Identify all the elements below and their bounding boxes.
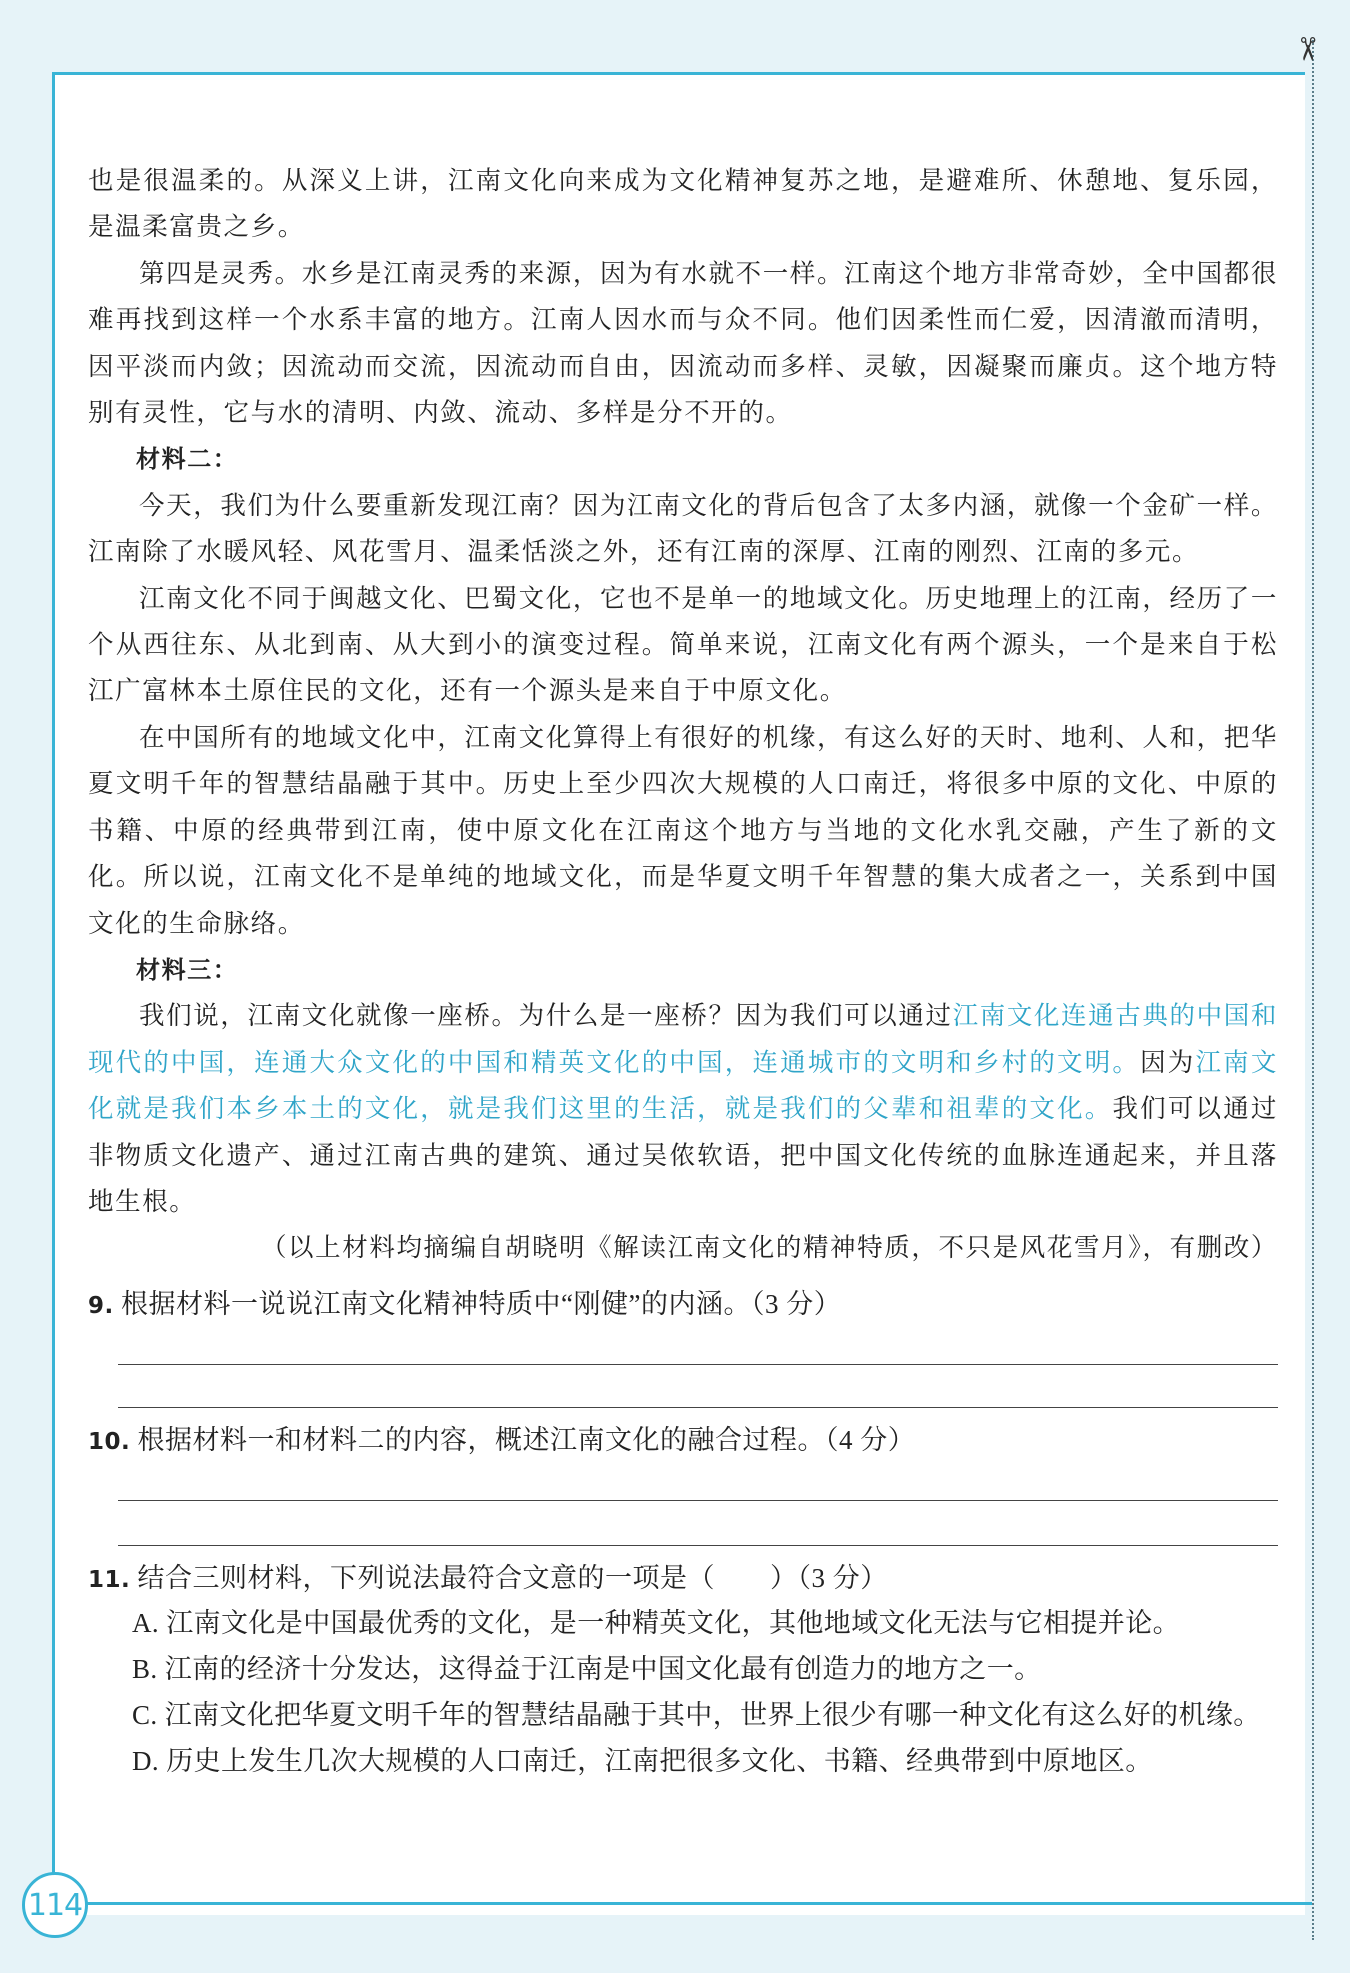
source-citation: （以上材料均摘编自胡晓明《解读江南文化的精神特质，不只是风花雪月》，有删改） xyxy=(260,1233,1278,1264)
text-span: 我们可以通过非物质文化遗产、通过江南古典的建筑、通过吴侬软语，把中国文化传统的血脉连通起来，并且落地生根。 xyxy=(88,1094,1278,1217)
document-body xyxy=(88,158,1278,1784)
question-11 xyxy=(88,1558,1278,1600)
paragraph: 也是很温柔的。从深义上讲，江南文化向来成为文化精神复苏之地，是避难所、休憩地、复乐园，是温柔富贵之乡。 xyxy=(88,166,1278,243)
question-number: 9. xyxy=(88,1292,114,1319)
answer-line[interactable] xyxy=(118,1407,1278,1408)
question-text: 根据材料一说说江南文化精神特质中“刚健”的内涵。（3 分） xyxy=(121,1288,842,1319)
section-heading: 材料三： xyxy=(136,955,239,984)
scissors-icon: ✂ xyxy=(1288,35,1327,63)
question-number: 10. xyxy=(88,1428,131,1455)
text-span: 因为 xyxy=(1140,1047,1196,1078)
paragraph: 第四是灵秀。水乡是江南灵秀的来源，因为有水就不一样。江南这个地方非常奇妙，全中国都很难再找到这样一个水系丰富的地方。江南人因水而与众不同。他们因柔性而仁爱，因清澈而清明，因平淡而内敛；因流动而交流，因流动而自由，因流动而多样、灵敏，因凝聚而廉贞。这个地方特别有灵性，它与水的清明、内敛、流动、多样是分不开的。 xyxy=(88,258,1278,429)
answer-line[interactable] xyxy=(118,1545,1278,1546)
question-9 xyxy=(88,1284,1278,1326)
question-text: 根据材料一和材料二的内容，概述江南文化的融合过程。（4 分） xyxy=(137,1424,916,1455)
text-span: 我们说，江南文化就像一座桥。为什么是一座桥？因为我们可以通过 xyxy=(139,1001,953,1032)
section-heading: 材料二： xyxy=(136,445,239,474)
page-number: 114 xyxy=(22,1872,88,1938)
option-c[interactable]: C. 江南文化把华夏文明千年的智慧结晶融于其中，世界上很少有哪一种文化有这么好的机缘。 xyxy=(132,1699,1261,1730)
question-10 xyxy=(88,1420,1278,1462)
highlighted-text: 江南文化连通古典的中国和现代的中国，连通大众文化的中国和精英文化的中国，连通城市的文明和乡村的文明。 xyxy=(88,1001,1278,1078)
cut-line xyxy=(1312,40,1314,1940)
paragraph: 在中国所有的地域文化中，江南文化算得上有很好的机缘，有这么好的天时、地利、人和，把华夏文明千年的智慧结晶融于其中。历史上至少四次大规模的人口南迁，将很多中原的文化、中原的书籍、中原的经典带到江南，使中原文化在江南这个地方与当地的文化水乳交融，产生了新的文化。所以说，江南文化不是单纯的地域文化，而是华夏文明千年智慧的集大成者之一，关系到中国文化的生命脉络。 xyxy=(88,722,1278,939)
question-number: 11. xyxy=(88,1566,131,1593)
option-a[interactable]: A. 江南文化是中国最优秀的文化，是一种精英文化，其他地域文化无法与它相提并论。 xyxy=(132,1607,1180,1638)
bottom-rule xyxy=(78,1902,1312,1905)
option-b[interactable]: B. 江南的经济十分发达，这得益于江南是中国文化最有创造力的地方之一。 xyxy=(132,1653,1042,1684)
question-text: 结合三则材料，下列说法最符合文意的一项是（ ）（3 分） xyxy=(137,1562,888,1593)
paragraph xyxy=(88,993,1278,1225)
paragraph: 江南文化不同于闽越文化、巴蜀文化，它也不是单一的地域文化。历史地理上的江南，经历了一个从西往东、从北到南、从大到小的演变过程。简单来说，江南文化有两个源头，一个是来自于松江广富林本土原住民的文化，还有一个源头是来自于中原文化。 xyxy=(88,583,1278,707)
option-list xyxy=(88,1600,1278,1784)
option-d[interactable]: D. 历史上发生几次大规模的人口南迁，江南把很多文化、书籍、经典带到中原地区。 xyxy=(132,1745,1153,1776)
highlighted-text: 江南文化就是我们本乡本土的文化，就是我们这里的生活，就是我们的父辈和祖辈的文化。 xyxy=(88,1047,1278,1125)
paragraph: 今天，我们为什么要重新发现江南？因为江南文化的背后包含了太多内涵，就像一个金矿一样。江南除了水暖风轻、风花雪月、温柔恬淡之外，还有江南的深厚、江南的刚烈、江南的多元。 xyxy=(88,490,1278,568)
